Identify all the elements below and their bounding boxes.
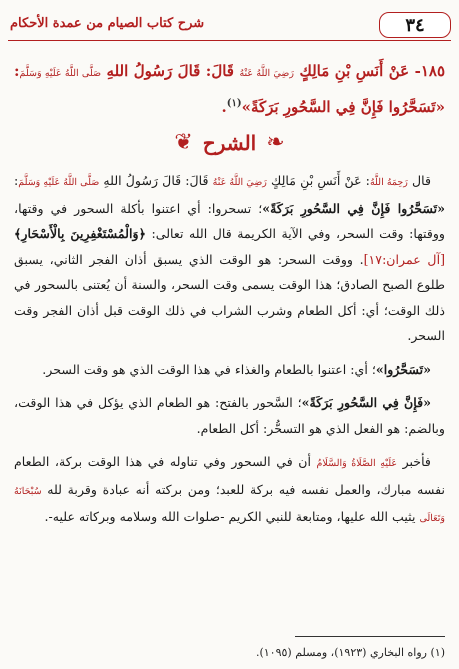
hadith-number: ١٨٥- — [414, 62, 446, 80]
paragraph-4 — [14, 449, 445, 532]
book-title: شرح كتاب الصيام من عمدة الأحكام — [10, 16, 205, 31]
ornament-right-icon: ❧ — [266, 130, 285, 155]
p4-c: يثيب الله عليها، ومتابعة للنبي الكريم -صلوات الله وسلامه وبركاته عليه-. — [44, 509, 416, 524]
p1-matn: «تَسَحَّرُوا فَإِنَّ فِي السَّحُورِ بَرَكَةً» — [262, 200, 445, 216]
p1-e: . ووقت السحر: هو الوقت الذي يسبق أذان الفجر الثاني، يسبق طلوع الصبح الصادق؛ هذا الوقت يسمى وقت السحر، والسنة أن يُعتنى بالسحور في ذلك الوقت؛ أي: أكل الطعام وشرب الشراب في ذلك الوقت قبل أذان الفجر وقت السحر. — [14, 251, 445, 343]
quran-reference: [آل عمران:١٧] — [363, 251, 445, 267]
paragraph-2 — [14, 357, 445, 383]
honorific-prophet: صَلَّى اللَّهُ عَلَيْهِ وَسَلَّمَ — [19, 68, 102, 79]
commentary-body — [14, 168, 445, 540]
honorific-rahimahullah: رَحِمَهُ اللَّهُ — [369, 177, 408, 188]
section-title — [0, 128, 459, 158]
paragraph-1: قال رَحِمَهُ اللَّهُ: عَنْ أَنَسِ بْنِ مَالِكٍ رَضِيَ اللَّهُ عَنْهُ قَالَ: قَالَ رَسُولُ اللهِ صَلَّى اللَّهُ عَلَيْهِ وَسَلَّمَ: «تَسَحَّرُوا فَإِنَّ فِي السَّحُورِ بَرَكَةً»؛ تسحروا: أي اعتنوا بأكلة السحور في وقتها، ووقتها: وقت السحر، وفي الآية الكريمة قال الله تعالى: ﴿وَالْمُسْتَغْفِرِينَ بِالْأَسْحَارِ﴾ [آل عمران:١٧]. ووقت السحر: هو الوقت الذي يسبق أذان الفجر الثاني، يسبق طلوع الصبح الصادق؛ هذا الوقت يسمى وقت السحر، والسنة أن يُعتنى بالسحور في ذلك الوقت؛ أي: أكل الطعام وشرب الشراب في ذلك الوقت قبل أذان الفجر وقت السحر. — [14, 173, 445, 343]
honorific-salla: صَلَّى اللَّهُ عَلَيْهِ وَسَلَّمَ — [18, 177, 100, 188]
ornament-left-icon: ❦ — [174, 130, 193, 155]
hadith-text: ١٨٥- عَنْ أَنَسِ بْنِ مَالِكٍ رَضِيَ اللَّهُ عَنْهُ قَالَ: قَالَ رَسُولُ اللهِ صَلَّى اللَّهُ عَلَيْهِ وَسَلَّمَ: «تَسَحَّرُوا فَإِنَّ فِي السَّحُورِ بَرَكَةً»$^{(١)}$. — [14, 62, 446, 116]
hadith-chain-a: عَنْ أَنَسِ بْنِ مَالِكٍ — [299, 62, 410, 80]
footnote-divider — [295, 636, 445, 637]
section-title-label: الشرح — [202, 131, 257, 155]
p1-c: قَالَ: قَالَ رَسُولُ اللهِ — [103, 173, 209, 188]
p1-a: قال — [411, 173, 431, 188]
honorific-salla-2: عَلَيْهِ الصَّلَاةُ وَالسَّلَامُ — [316, 458, 398, 469]
p1-b: : عَنْ أَنَسِ بْنِ مَالِكٍ — [270, 173, 370, 188]
p2-term: «تَسَحَّرُوا» — [375, 361, 431, 377]
page-header — [8, 10, 451, 41]
honorific-subhanahu: سُبْحَانَهُ وَتَعَالَى — [14, 485, 445, 524]
p1-d: ؛ تسحروا: أي اعتنوا بأكلة السحور في وقتها، ووقتها: وقت السحر، وفي الآية الكريمة قال الله تعالى: — [14, 200, 445, 241]
p4-a: فأخبر — [402, 454, 431, 469]
paragraph-3 — [14, 390, 445, 441]
p2-text: ؛ أي: اعتنوا بالطعام والغذاء في هذا الوقت الذي هو وقت السحر. — [42, 361, 376, 377]
p3-term: «فَإِنَّ فِي السَّحُورِ بَرَكَةً» — [301, 395, 431, 410]
footnote: (١) رواه البخاري (١٩٢٣)، ومسلم (١٠٩٥). — [255, 646, 445, 659]
page-number: ٣٤ — [379, 12, 451, 38]
footnote-ref: (١) — [226, 98, 242, 109]
honorific-radiallah: رَضِيَ اللَّهُ عَنْهُ — [212, 177, 267, 188]
honorific-anas: رَضِيَ اللَّهُ عَنْهُ — [239, 68, 294, 79]
hadith-matn: «تَسَحَّرُوا فَإِنَّ فِي السَّحُورِ بَرَكَةً» — [241, 98, 445, 116]
p3-text: ؛ السَّحور بالفتح: هو الطعام الذي يؤكل في هذا الوقت، وبالضم: هو الفعل الذي هو التسحُّر: أكل الطعام. — [14, 395, 445, 436]
p4-b: أن في السحور وفي تناوله في هذا الوقت بركة، الطعام نفسه مبارك، والعمل نفسه فيه بركة للعبد؛ ومن بركته أنه عبادة وقربة لله — [14, 454, 445, 497]
hadith-chain-b: قَالَ: قَالَ رَسُولُ اللهِ — [106, 62, 234, 80]
quran-verse: ﴿وَالْمُسْتَغْفِرِينَ بِالْأَسْحَارِ﴾ — [14, 226, 146, 241]
